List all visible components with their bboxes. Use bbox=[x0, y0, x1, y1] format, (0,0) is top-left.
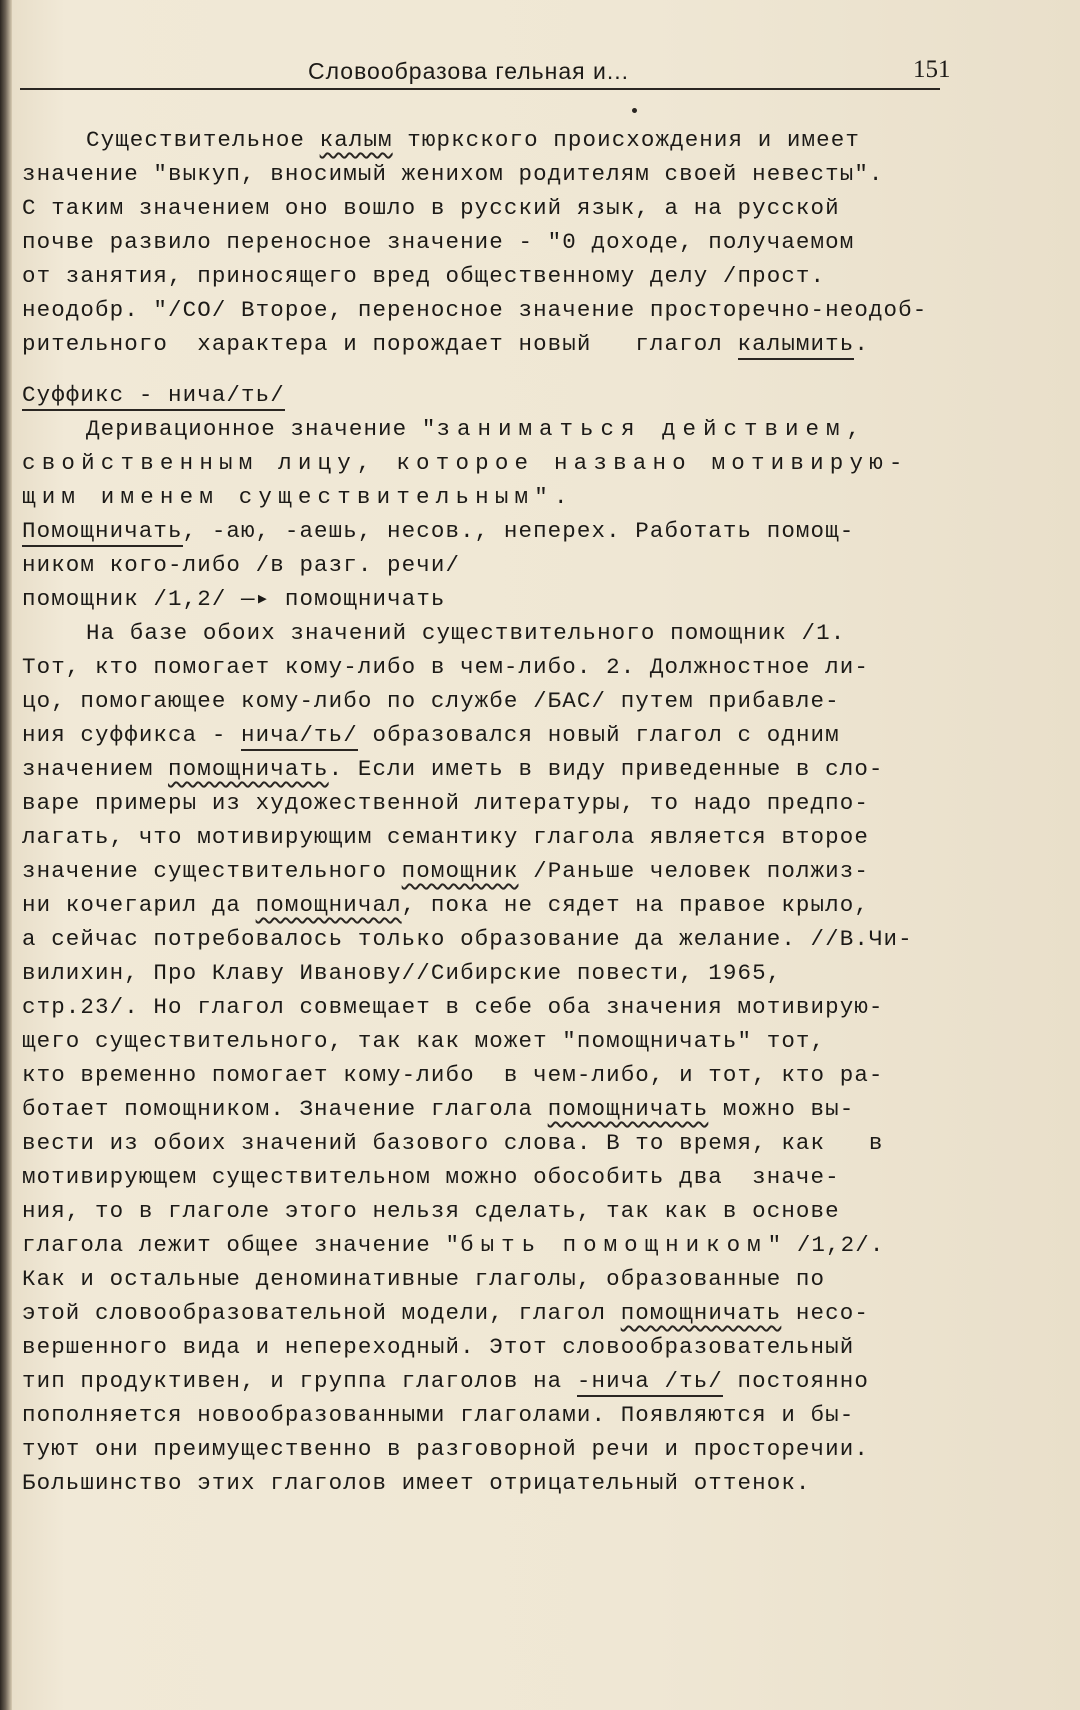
text-line: Большинство этих глаголов имеет отрицательный оттенок. bbox=[22, 1470, 811, 1496]
text-line: кто временно помогает кому-либо в чем-либо, и тот, кто ра- bbox=[22, 1062, 884, 1088]
text-line: тип продуктивен, и группа глаголов на -нича /ть/ постоянно bbox=[22, 1366, 869, 1396]
example-word: помощничал bbox=[255, 892, 402, 918]
derivation-line: помощник /1,2/ —▸ помощничать bbox=[22, 586, 446, 612]
text-line: Тот, кто помогает кому-либо в чем-либо. 2. Должностное ли- bbox=[22, 654, 869, 680]
text-line: ния, то в глаголе этого нельзя сделать, так как в основе bbox=[22, 1198, 840, 1224]
text-line: пополняется новообразованными глаголами. Появляются и бы- bbox=[22, 1402, 855, 1428]
dictionary-entry-line: Помощничать, -аю, -аешь, несов., неперех. Работать помощ- bbox=[22, 516, 854, 546]
section-heading: Суффикс - нича/ть/ bbox=[22, 380, 285, 410]
page-number: 151 bbox=[913, 56, 951, 83]
text-line: ботает помощником. Значение глагола помощничать можно вы- bbox=[22, 1096, 855, 1122]
book-spine-shadow bbox=[0, 0, 12, 1710]
text-line: Деривационное значение "заниматься действием, bbox=[86, 416, 867, 442]
page-header bbox=[20, 56, 951, 90]
example-word: помощничать bbox=[547, 1096, 709, 1122]
text-line: значение существительного помощник /Раньше человек полжиз- bbox=[22, 858, 869, 884]
text-line: щего существительного, так как может "помощничать" тот, bbox=[22, 1028, 826, 1054]
text-line: Как и остальные деноминативные глаголы, образованные по bbox=[22, 1266, 826, 1292]
text-line: цо, помогающее кому-либо по службе /БАС/ путем прибавле- bbox=[22, 688, 840, 714]
text-line: вершенного вида и непереходный. Этот словообразовательный bbox=[22, 1334, 855, 1360]
text-line: С таким значением оно вошло в русский язык, а на русской bbox=[22, 195, 840, 221]
suffix-term: нича/ть/ bbox=[241, 722, 358, 751]
text-line: почве развило переносное значение - "0 доходе, получаемом bbox=[22, 229, 855, 255]
example-word: калым bbox=[319, 127, 393, 153]
text-line: ния суффикса - нича/ть/ образовался новый глагол с одним bbox=[22, 720, 840, 750]
text-line: На базе обоих значений существительного помощник /1. bbox=[86, 620, 846, 646]
text-line: ни кочегарил да помощничал, пока не сядет на правое крыло, bbox=[22, 892, 869, 918]
running-title: Словообразова гельная и... bbox=[308, 58, 630, 84]
example-word: помощник bbox=[401, 858, 519, 884]
text-line: щим именем существительным". bbox=[22, 484, 574, 510]
text-line: неодобр. "/СО/ Второе, переносное значение просторечно-неодоб- bbox=[22, 297, 928, 323]
example-word: помощничать bbox=[620, 1300, 782, 1326]
text-line: значением помощничать. Если иметь в виду приведенные в сло- bbox=[22, 756, 884, 782]
text-line: стр.23/. Но глагол совмещает в себе оба значения мотивирую- bbox=[22, 994, 884, 1020]
ink-dot bbox=[632, 108, 637, 113]
text-line: мотивирующем существительном можно обособить два значе- bbox=[22, 1164, 840, 1190]
text-line: а сейчас потребовалось только образование да желание. //В.Чи- bbox=[22, 926, 913, 952]
text-line: вилихин, Про Клаву Иванову//Сибирские повести, 1965, bbox=[22, 960, 782, 986]
derivation-arrow-icon: —▸ bbox=[241, 586, 271, 612]
dictionary-entry-line: ником кого-либо /в разг. речи/ bbox=[22, 552, 461, 578]
text-line: этой словообразовательной модели, глагол помощничать несо- bbox=[22, 1300, 869, 1326]
text-line: лагать, что мотивирующим семантику глагола является второе bbox=[22, 824, 869, 850]
text-line: вести из обоих значений базового слова. В то время, как в bbox=[22, 1130, 884, 1156]
text-line: туют они преимущественно в разговорной речи и просторечии. bbox=[22, 1436, 869, 1462]
text-line: от занятия, приносящего вред общественному делу /прост. bbox=[22, 263, 826, 289]
suffix-term: -нича /ть/ bbox=[577, 1368, 723, 1397]
text-line: рительного характера и порождает новый глагол калымить. bbox=[22, 329, 869, 359]
text-line: глагола лежит общее значение "быть помощником" /1,2/. bbox=[22, 1232, 885, 1258]
example-word: калымить bbox=[738, 331, 855, 360]
example-word: помощничать bbox=[168, 756, 329, 782]
text-line: значение "выкуп, вносимый женихом родителям своей невесты". bbox=[22, 161, 884, 187]
text-line: свойственным лицу, которое названо мотивирую- bbox=[22, 450, 909, 476]
entry-headword: Помощничать bbox=[22, 518, 183, 547]
text-line: Существительное калым тюркского происхождения и имеет bbox=[86, 127, 860, 153]
text-line: варе примеры из художественной литературы, то надо предпо- bbox=[22, 790, 869, 816]
